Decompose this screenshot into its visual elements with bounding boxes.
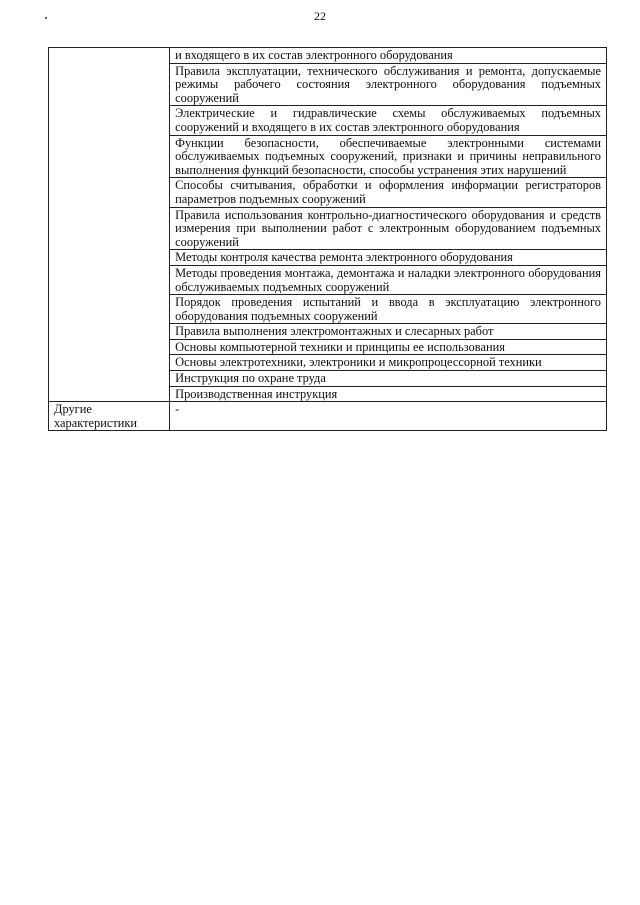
table-cell: и входящего в их состав электронного оборудования bbox=[170, 48, 607, 64]
other-characteristics-label: Другие характеристики bbox=[49, 402, 170, 431]
table-cell: Инструкция по охране труда bbox=[170, 371, 607, 387]
table-cell: Правила использования контрольно-диагностического оборудования и средств измерения при выполнении работ с электронным оборудованием подъемных сооружений bbox=[170, 207, 607, 250]
table-cell: Основы компьютерной техники и принципы ее использования bbox=[170, 339, 607, 355]
table-row-other bbox=[49, 402, 607, 431]
scan-speck bbox=[45, 17, 47, 19]
knowledge-table bbox=[48, 47, 607, 431]
table-cell: Способы считывания, обработки и оформления информации регистраторов параметров подъемных сооружений bbox=[170, 178, 607, 207]
table-cell: Методы проведения монтажа, демонтажа и наладки электронного оборудования обслуживаемых подъемных сооружений bbox=[170, 265, 607, 294]
table-cell: Электрические и гидравлические схемы обслуживаемых подъемных сооружений и входящего в их состав электронного оборудования bbox=[170, 106, 607, 135]
table-row bbox=[49, 48, 607, 64]
other-characteristics-value: - bbox=[170, 402, 607, 431]
table-cell: Методы контроля качества ремонта электронного оборудования bbox=[170, 250, 607, 266]
section-label-cell bbox=[49, 48, 170, 402]
table-cell: Порядок проведения испытаний и ввода в эксплуатацию электронного оборудования подъемных сооружений bbox=[170, 295, 607, 324]
table-cell: Основы электротехники, электроники и микропроцессорной техники bbox=[170, 355, 607, 371]
table-cell: Правила эксплуатации, технического обслуживания и ремонта, допускаемые режимы рабочего состояния электронного оборудования подъемных сооружений bbox=[170, 63, 607, 106]
table-cell: Правила выполнения электромонтажных и слесарных работ bbox=[170, 324, 607, 340]
page-number: 22 bbox=[314, 9, 326, 23]
table-cell: Производственная инструкция bbox=[170, 386, 607, 402]
table-cell: Функции безопасности, обеспечиваемые электронными системами обслуживаемых подъемных сооружений, признаки и причины неправильного выполнения функций безопасности, способы устранения этих нарушений bbox=[170, 135, 607, 178]
